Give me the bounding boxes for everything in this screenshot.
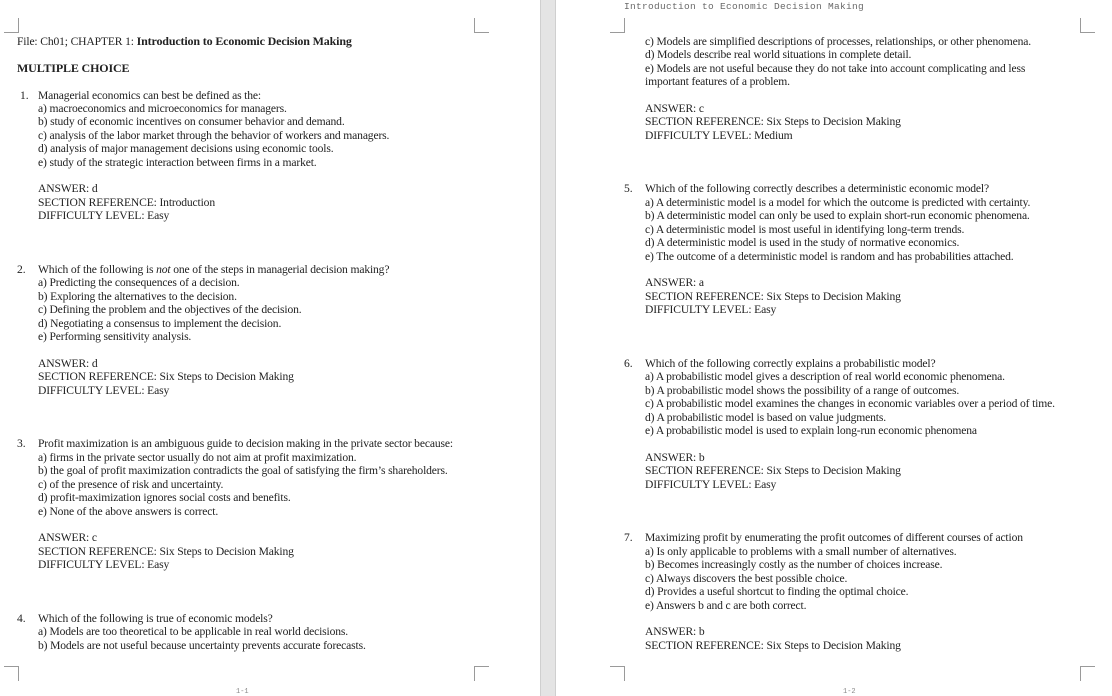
answer-option: b) Models are not useful because uncertainty prevents accurate forecasts. [38, 639, 366, 652]
answer-key: ANSWER: d [38, 357, 98, 370]
answer-option: c) A deterministic model is most useful in identifying long-term trends. [645, 223, 965, 236]
section-reference: SECTION REFERENCE: Six Steps to Decision Making [38, 545, 294, 558]
answer-option: a) Models are too theoretical to be applicable in real world decisions. [38, 625, 348, 638]
answer-option: e) Answers b and c are both correct. [645, 599, 807, 612]
page-number: 1-1 [236, 688, 249, 696]
answer-option: d) A deterministic model is used in the study of normative economics. [645, 236, 960, 249]
question-stem-part: Which of the following is [38, 263, 157, 276]
answer-option: a) Predicting the consequences of a decision. [38, 276, 240, 289]
crop-mark-top-right [1080, 18, 1095, 33]
answer-option: b) A deterministic model can only be used to explain short-run economic phenomena. [645, 209, 1030, 222]
difficulty-level: DIFFICULTY LEVEL: Easy [645, 478, 777, 491]
question-stem: Managerial economics can best be defined as the: [38, 89, 261, 102]
question-stem: Which of the following correctly describes a deterministic economic model? [645, 182, 989, 195]
crop-mark-bottom-left [610, 666, 625, 681]
difficulty-level: DIFFICULTY LEVEL: Easy [645, 303, 777, 316]
answer-option: b) study of economic incentives on consumer behavior and demand. [38, 115, 345, 128]
answer-option: c) analysis of the labor market through the behavior of workers and managers. [38, 129, 390, 142]
question-stem: Which of the following is true of economic models? [38, 612, 273, 625]
section-reference: SECTION REFERENCE: Six Steps to Decision Making [645, 290, 901, 303]
answer-option: c) Always discovers the best possible choice. [645, 572, 848, 585]
crop-mark-bottom-right [1080, 666, 1095, 681]
difficulty-level: DIFFICULTY LEVEL: Easy [38, 209, 170, 222]
answer-option: e) study of the strategic interaction between firms in a market. [38, 156, 317, 169]
answer-option: e) The outcome of a deterministic model is random and has probabilities attached. [645, 250, 1014, 263]
crop-mark-bottom-right [474, 666, 489, 681]
answer-option: d) Provides a useful shortcut to finding the optimal choice. [645, 585, 909, 598]
answer-option: b) A probabilistic model shows the possibility of a range of outcomes. [645, 384, 960, 397]
question-stem: Which of the following correctly explains a probabilistic model? [645, 357, 936, 370]
answer-option: d) Models describe real world situations in complete detail. [645, 48, 912, 61]
question-number: 7. [624, 531, 633, 544]
answer-option: a) macroeconomics and microeconomics for managers. [38, 102, 287, 115]
answer-option-continued: important features of a problem. [645, 75, 790, 88]
question-stem-part: one of the steps in managerial decision making? [170, 263, 390, 276]
answer-key: ANSWER: d [38, 182, 98, 195]
answer-option: b) Exploring the alternatives to the decision. [38, 290, 237, 303]
answer-option: e) A probabilistic model is used to explain long-run economic phenomena [645, 424, 977, 437]
question-number: 5. [624, 182, 633, 195]
answer-option: b) Becomes increasingly costly as the number of choices increase. [645, 558, 943, 571]
file-line-prefix: File: Ch01; CHAPTER 1: [17, 35, 137, 48]
answer-option: d) analysis of major management decisions using economic tools. [38, 142, 334, 155]
section-reference: SECTION REFERENCE: Six Steps to Decision Making [645, 464, 901, 477]
question-number: 2. [17, 263, 26, 276]
answer-key: ANSWER: a [645, 276, 704, 289]
answer-key: ANSWER: c [645, 102, 704, 115]
section-reference: SECTION REFERENCE: Six Steps to Decision Making [38, 370, 294, 383]
answer-option: a) firms in the private sector usually do not aim at profit maximization. [38, 451, 357, 464]
answer-option: a) A deterministic model is a model for which the outcome is predicted with certainty. [645, 196, 1031, 209]
running-header: Introduction to Economic Decision Making [624, 1, 865, 12]
question-stem: Profit maximization is an ambiguous guide to decision making in the private sector because: [38, 437, 453, 450]
answer-key: ANSWER: c [38, 531, 97, 544]
answer-option: c) Models are simplified descriptions of processes, relationships, or other phenomena. [645, 35, 1032, 48]
crop-mark-top-left [4, 18, 19, 33]
answer-option: a) Is only applicable to problems with a small number of alternatives. [645, 545, 957, 558]
difficulty-level: DIFFICULTY LEVEL: Medium [645, 129, 793, 142]
answer-key: ANSWER: b [645, 625, 705, 638]
question-number: 3. [17, 437, 26, 450]
question-number: 1. [20, 89, 29, 102]
file-line [17, 35, 352, 48]
question-stem: Maximizing profit by enumerating the profit outcomes of different courses of action [645, 531, 1023, 544]
answer-option: e) None of the above answers is correct. [38, 505, 219, 518]
document-page-right [556, 0, 1112, 696]
answer-option: a) A probabilistic model gives a description of real world economic phenomena. [645, 370, 1005, 383]
document-page-left [0, 0, 540, 696]
answer-option: d) profit-maximization ignores social costs and benefits. [38, 491, 291, 504]
question-number: 6. [624, 357, 633, 370]
question-number: 4. [17, 612, 26, 625]
answer-option: e) Performing sensitivity analysis. [38, 330, 192, 343]
answer-option: b) the goal of profit maximization contradicts the goal of satisfying the firm’s shareholders. [38, 464, 448, 477]
difficulty-level: DIFFICULTY LEVEL: Easy [38, 384, 170, 397]
answer-option: c) A probabilistic model examines the changes in economic variables over a period of time. [645, 397, 1055, 410]
answer-key: ANSWER: b [645, 451, 705, 464]
section-reference: SECTION REFERENCE: Six Steps to Decision Making [645, 639, 901, 652]
question-stem [38, 263, 389, 276]
crop-mark-top-right [474, 18, 489, 33]
crop-mark-top-left [610, 18, 625, 33]
chapter-title: Introduction to Economic Decision Making [136, 34, 352, 48]
difficulty-level: DIFFICULTY LEVEL: Easy [38, 558, 170, 571]
section-reference: SECTION REFERENCE: Introduction [38, 196, 215, 209]
section-heading: MULTIPLE CHOICE [17, 61, 130, 75]
answer-option: c) of the presence of risk and uncertainty. [38, 478, 224, 491]
answer-option: c) Defining the problem and the objectives of the decision. [38, 303, 302, 316]
page-number: 1-2 [843, 688, 856, 696]
page-gutter [540, 0, 556, 696]
answer-option: d) A probabilistic model is based on value judgments. [645, 411, 886, 424]
crop-mark-bottom-left [4, 666, 19, 681]
section-reference: SECTION REFERENCE: Six Steps to Decision Making [645, 115, 901, 128]
question-stem-emphasis: not [156, 263, 171, 276]
answer-option: d) Negotiating a consensus to implement the decision. [38, 317, 282, 330]
answer-option: e) Models are not useful because they do not take into account complicating and less [645, 62, 1026, 75]
